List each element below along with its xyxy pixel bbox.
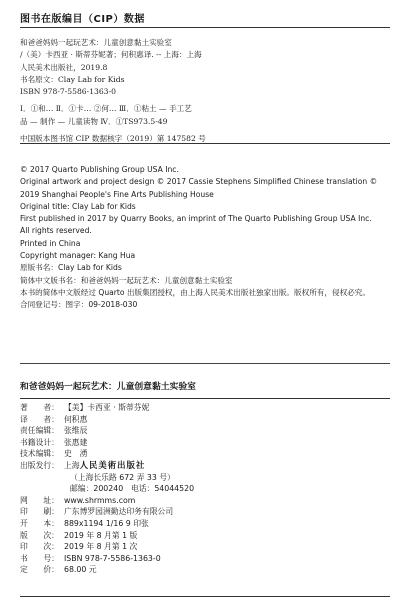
imprint-key: 网 址：	[20, 495, 59, 505]
imprint-key: 出版发行：	[20, 460, 59, 470]
imprint-value: 史 湧	[64, 449, 88, 459]
imprint-row-format	[20, 518, 392, 530]
imprint-row-translator	[20, 414, 392, 426]
cip-line: 品 — 制作 — 儿童读物 Ⅳ．①TS973.5-49	[20, 116, 168, 126]
imprint-row-edition	[20, 530, 392, 542]
imprint-top-rule	[20, 398, 390, 399]
imprint-row-tech-editor	[20, 448, 392, 460]
copyright-line: Original artwork and project design © 2017 Cassie Stephens Simplified Chinese translation ©	[20, 177, 378, 187]
imprint-key: 责任编辑：	[20, 426, 59, 436]
cip-line: /（美）卡西亚 · 斯蒂芬妮著；何积惠译. -- 上海：上海	[20, 50, 202, 60]
imprint-value	[64, 460, 392, 472]
imprint-value: 张惠建	[64, 437, 88, 447]
imprint-row-designer	[20, 437, 392, 449]
imprint-row-impression	[20, 541, 392, 553]
imprint-row-postcode	[20, 483, 392, 495]
imprint-value: 68.00 元	[64, 565, 97, 575]
imprint-key: 译 者：	[20, 414, 59, 424]
imprint-value: www.shrmms.com	[64, 495, 136, 505]
imprint-value: 广东博罗园洲勤达印务有限公司	[64, 507, 174, 517]
cip-line: ISBN 978-7-5586-1363-0	[20, 87, 116, 97]
imprint-row-price	[20, 564, 392, 576]
imprint-row-website	[20, 495, 392, 507]
copyright-line: Original title: Clay Lab for Kids	[20, 201, 136, 211]
imprint-row-isbn	[20, 553, 392, 565]
copyright-line: First published in 2017 by Quarry Books, an imprint of The Quarto Publishing Group USA Inc.	[20, 214, 372, 224]
imprint-value: ISBN 978-7-5586-1363-0	[64, 553, 161, 563]
imprint-row-publisher	[20, 460, 392, 472]
cip-line: 和爸爸妈妈一起玩艺术：儿童创意黏土实验室	[20, 38, 172, 47]
copyright-line: Copyright manager: Kang Hua	[20, 251, 136, 261]
cip-body	[20, 37, 310, 145]
imprint-row-author	[20, 402, 392, 414]
imprint-key: 版 次：	[20, 530, 59, 540]
publisher-address: （上海长乐路 672 弄 33 号）	[70, 472, 175, 482]
copyright-bottom-rule	[20, 363, 390, 364]
imprint-row-editor	[20, 425, 392, 437]
copyright-line: 原版书名：Clay Lab for Kids	[20, 263, 122, 273]
imprint-key: 印 刷：	[20, 507, 59, 517]
copyright-line: Printed in China	[20, 238, 81, 248]
cip-top-rule	[20, 27, 390, 28]
copyright-line: 合同登记号：图字：09-2018-030	[20, 300, 138, 310]
imprint-row-printer	[20, 506, 392, 518]
cip-footer: 中国版本图书馆 CIP 数据核字（2019）第 147582 号	[20, 134, 206, 144]
publisher-name: 人民美術出版社	[79, 459, 146, 470]
publisher-city: 上海	[64, 460, 80, 470]
copyright-line: © 2017 Quarto Publishing Group USA Inc.	[20, 165, 179, 174]
imprint-key: 技术编辑：	[20, 449, 59, 459]
imprint-row-address	[20, 472, 392, 484]
cip-line: 人民美术出版社，2019.8	[20, 62, 108, 72]
imprint-key: 开 本：	[20, 518, 59, 528]
imprint-key: 著 者：	[20, 403, 59, 412]
copyright-line: 本书的简体中文版经过 Quarto 出版集团授权，由上海人民美术出版社独家出版。版权所有，侵权必究。	[20, 287, 370, 297]
imprint-value: 889x1194 1/16 9 印张	[64, 518, 149, 528]
copyright-line: 简体中文版书名：和爸爸妈妈一起玩艺术：儿童创意黏土实验室	[20, 275, 233, 285]
cip-title: 图书在版编目（CIP）数据	[20, 14, 145, 25]
publisher-postcode: 邮编：200240 电话：54044520	[70, 484, 195, 494]
copyright-block	[20, 164, 392, 312]
imprint-key: 书 号：	[20, 553, 59, 563]
imprint-value: 何积惠	[64, 414, 88, 424]
copyright-line: 2019 Shanghai People's Fine Arts Publishing House	[20, 189, 214, 199]
imprint-value: 张维辰	[64, 426, 88, 436]
imprint-value: 【美】卡西亚 · 斯蒂芬妮	[64, 403, 150, 412]
imprint-title: 和爸爸妈妈一起玩艺术：儿童创意黏土实验室	[20, 382, 196, 392]
imprint-block	[20, 402, 392, 576]
cip-line: 书名原文：Clay Lab for Kids	[20, 74, 125, 84]
imprint-key: 书籍设计：	[20, 437, 59, 447]
cip-line: Ⅰ．①和… Ⅱ．①卡… ②何… Ⅲ．①粘土 — 手工艺	[20, 104, 192, 114]
imprint-bottom-rule	[20, 596, 390, 597]
imprint-value: 2019 年 8 月第 1 次	[64, 542, 138, 552]
copyright-line: All rights reserved.	[20, 226, 92, 236]
cip-bottom-rule	[20, 143, 390, 144]
imprint-value: 2019 年 8 月第 1 版	[64, 530, 138, 540]
imprint-key: 定 价：	[20, 565, 59, 575]
imprint-key: 印 次：	[20, 542, 59, 552]
